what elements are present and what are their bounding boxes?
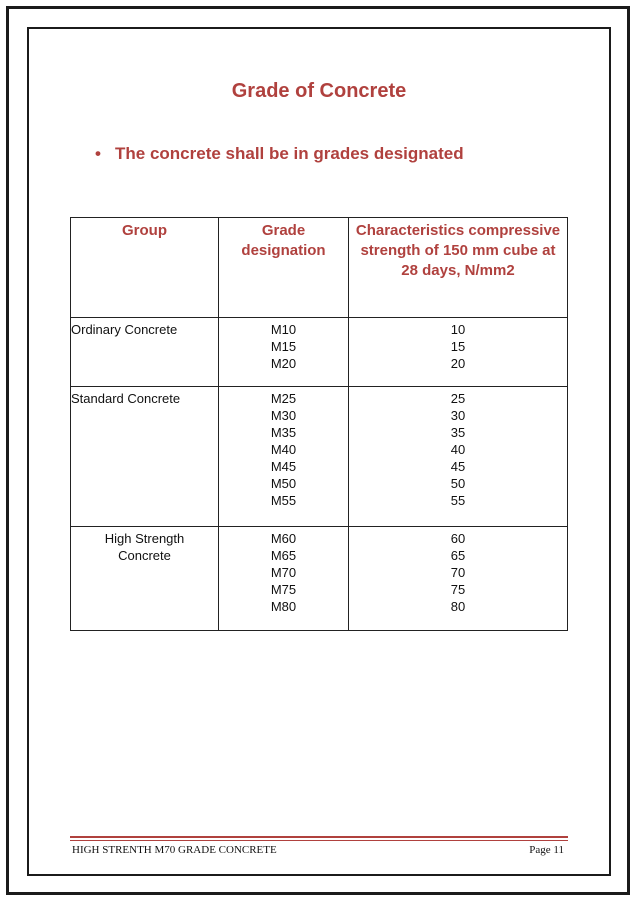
table-header-row (71, 218, 568, 318)
cell-value: 45 (450, 459, 466, 474)
group-cell: Ordinary Concrete (71, 318, 219, 387)
strengths-cell (349, 318, 568, 387)
cell-value: M60 (270, 531, 297, 546)
cell-value: 25 (450, 391, 466, 406)
footer-rule-thin (70, 840, 568, 841)
strengths-cell (349, 387, 568, 527)
cell-value: M45 (270, 459, 297, 474)
table-row (71, 318, 568, 387)
cell-value: 60 (450, 531, 466, 546)
header-group: Group (71, 218, 219, 318)
footer-document-title: HIGH STRENTH M70 GRADE CONCRETE (72, 844, 277, 856)
cell-value: M40 (270, 442, 297, 457)
cell-value: 55 (450, 493, 466, 508)
header-compressive-strength: Characteristics compressive strength of 150 mm cube at 28 days, N/mm2 (349, 218, 568, 318)
page-title: Grade of Concrete (231, 80, 407, 102)
cell-value: M35 (270, 425, 297, 440)
cell-value: M25 (270, 391, 297, 406)
cell-value: M30 (270, 408, 297, 423)
group-cell: Standard Concrete (71, 387, 219, 527)
cell-value: M70 (270, 565, 297, 580)
grades-cell (219, 318, 349, 387)
cell-value: M75 (270, 582, 297, 597)
table-row (71, 387, 568, 527)
group-cell: High Strength Concrete (71, 527, 219, 631)
grades-cell (219, 387, 349, 527)
bullet-item (95, 144, 464, 164)
cell-value: M80 (270, 599, 297, 614)
table-row (71, 527, 568, 631)
cell-value: M50 (270, 476, 297, 491)
cell-value: 40 (450, 442, 466, 457)
cell-value: 50 (450, 476, 466, 491)
cell-value: 10 (450, 322, 466, 337)
cell-value: M20 (270, 356, 297, 371)
grades-cell (219, 527, 349, 631)
cell-value: 35 (450, 425, 466, 440)
bullet-icon: • (95, 144, 101, 163)
cell-value: 20 (450, 356, 466, 371)
cell-value: M15 (270, 339, 297, 354)
header-grade-designation: Grade designation (219, 218, 349, 318)
bullet-text: The concrete shall be in grades designated (115, 144, 464, 163)
cell-value: 70 (450, 565, 466, 580)
cell-value: 15 (450, 339, 466, 354)
strengths-cell (349, 527, 568, 631)
cell-value: 80 (450, 599, 466, 614)
cell-value: 65 (450, 548, 466, 563)
footer-page-number: Page 11 (529, 844, 564, 856)
cell-value: M55 (270, 493, 297, 508)
cell-value: 30 (450, 408, 466, 423)
footer-rule (70, 836, 568, 838)
cell-value: M10 (270, 322, 297, 337)
cell-value: M65 (270, 548, 297, 563)
concrete-grades-table (70, 217, 568, 631)
cell-value: 75 (450, 582, 466, 597)
